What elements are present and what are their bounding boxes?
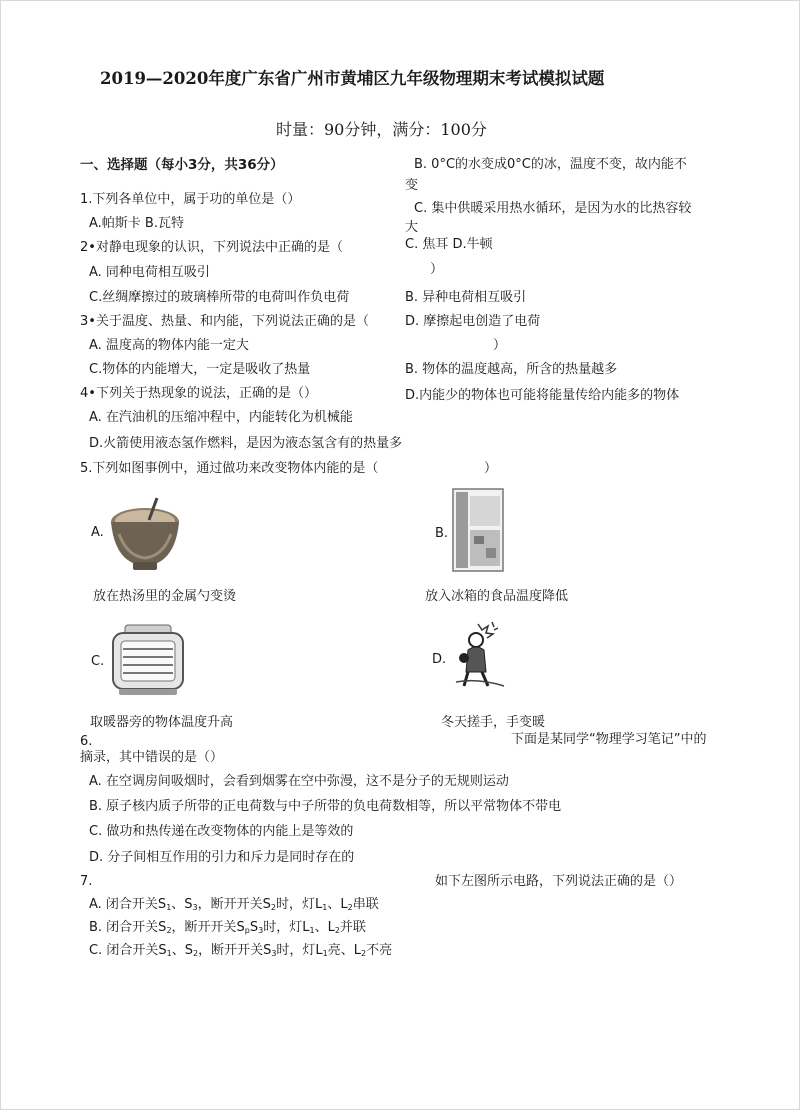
q7-option-a: A. 闭合开关S1、S3，断开开关S2时，灯L1、L2串联 [89, 897, 379, 912]
exam-title: 2019—2020年度广东省广州市黄埔区九年级物理期末考试模拟试题 [100, 69, 605, 88]
q1-option-ab: A.帕斯卡 B.瓦特 [89, 216, 184, 231]
q5-close-paren: ） [484, 461, 498, 476]
q5-option-b-caption: 放入冰箱的食品温度降低 [425, 589, 569, 604]
rubbing-hands-person-image [448, 620, 508, 692]
q4-option-c-line1: C. 集中供暖采用热水循环，是因为水的比热容较 [414, 201, 692, 216]
q3-option-a: A. 温度高的物体内能一定大 [89, 338, 249, 353]
q6-option-c: C. 做功和热传递在改变物体的内能上是等效的 [89, 824, 354, 839]
q5-option-b-letter: B. [435, 526, 449, 541]
q7-stem: 如下左图所示电路，下列说法正确的是（） [435, 874, 683, 889]
q1-stem: 1.下列各单位中，属于功的单位是（） [80, 192, 301, 207]
q6-stem-continued: 摘录，其中错误的是（） [80, 750, 224, 765]
q5-option-c-caption: 取暖器旁的物体温度升高 [90, 715, 234, 730]
soup-bowl-image [107, 494, 183, 574]
q4-stem: 4•下列关于热现象的说法，正确的是（） [80, 386, 317, 401]
q5-option-c-letter: C. [91, 654, 105, 669]
q4-option-b-line1: B. 0°C的水变成0°C的冰，温度不变，故内能不 [414, 157, 687, 172]
q2-option-a: A. 同种电荷相互吸引 [89, 265, 210, 280]
q7-option-b: B. 闭合开关S2，断开开关SpS3时，灯L1、L2并联 [89, 920, 366, 935]
section-heading: 一、选择题（每小3分，共36分） [80, 157, 284, 173]
q1-close-paren: ） [430, 262, 444, 277]
q6-option-a: A. 在空调房间吸烟时，会看到烟雾在空中弥漫，这不是分子的无规则运动 [89, 774, 509, 789]
q3-stem: 3•关于温度、热量、和内能，下列说法正确的是（ [80, 314, 369, 329]
q6-number: 6. [80, 734, 93, 749]
q4-option-d: D.火箭使用液态氢作燃料，是因为液态氢含有的热量多 [89, 436, 403, 451]
q3-option-c: C.物体的内能增大，一定是吸收了热量 [89, 362, 311, 377]
q5-option-d-caption: 冬天搓手，手变暖 [441, 715, 546, 730]
q7-option-c: C. 闭合开关S1、S2，断开开关S3时，灯L1亮、L2不亮 [89, 943, 393, 958]
space-heater-image [111, 623, 185, 699]
q7-number: 7. [80, 874, 93, 889]
q2-option-d: D. 摩擦起电创造了电荷 [405, 314, 541, 329]
q5-option-d-letter: D. [432, 652, 447, 667]
q3-option-b: B. 物体的温度越高，所含的热量越多 [405, 362, 618, 377]
exam-subtitle: 时量：90分钟，满分：100分 [276, 120, 487, 139]
q4-option-c-line2: 大 [405, 220, 419, 235]
q1-option-cd: C. 焦耳 D.牛顿 [405, 237, 493, 252]
q4-option-a: A. 在汽油机的压缩冲程中，内能转化为机械能 [89, 410, 353, 425]
q4-option-b-line2: 变 [405, 178, 419, 193]
q2-stem: 2•对静电现象的认识，下列说法中正确的是（ [80, 240, 343, 255]
q2-close-paren: ） [493, 338, 507, 353]
q6-option-b: B. 原子核内质子所带的正电荷数与中子所带的负电荷数相等，所以平常物体不带电 [89, 799, 562, 814]
q5-option-a-letter: A. [91, 525, 104, 540]
q6-option-d: D. 分子间相互作用的引力和斥力是同时存在的 [89, 850, 355, 865]
q6-stem: 下面是某同学“物理学习笔记”中的 [511, 732, 707, 747]
q3-option-d: D.内能少的物体也可能将能量传给内能多的物体 [405, 388, 680, 403]
refrigerator-image [452, 488, 504, 572]
q5-option-a-caption: 放在热汤里的金属勺变烫 [93, 589, 237, 604]
q2-option-c: C.丝绸摩擦过的玻璃棒所带的电荷叫作负电荷 [89, 290, 350, 305]
q2-option-b: B. 异种电荷相互吸引 [405, 290, 527, 305]
q5-stem: 5.下列如图事例中，通过做功来改变物体内能的是（ [80, 461, 379, 476]
